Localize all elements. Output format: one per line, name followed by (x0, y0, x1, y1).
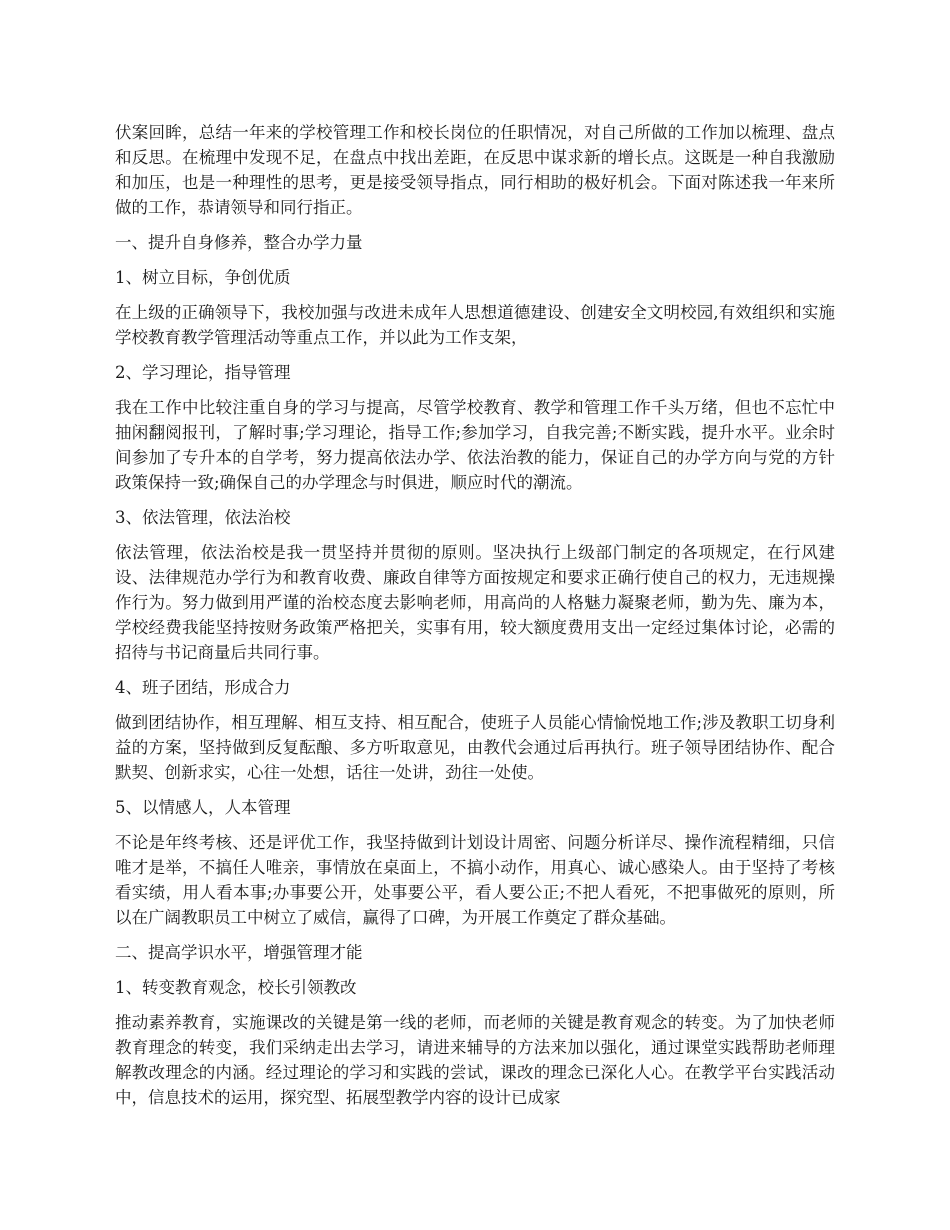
paragraph-1-5: 不论是年终考核、还是评优工作，我坚持做到计划设计周密、问题分析详尽、操作流程精细，只信唯才是举，不搞任人唯亲，事情放在桌面上，不搞小动作，用真心、诚心感染人。由于坚持了考核看实绩，用人看本事;办事要公开，处事要公平，看人要公正;不把人看死，不把事做死的原则，所以在广阔教职员工中树立了威信，赢得了口碑，为开展工作奠定了群众基础。 (115, 833, 835, 927)
paragraph-2-1: 推动素养教育，实施课改的关键是第一线的老师，而老师的关键是教育观念的转变。为了加快老师教育理念的转变，我们采纳走出去学习，请进来辅导的方法来加以强化，通过课堂实践帮助老师理解教改理念的内涵。经过理论的学习和实践的尝试，课改的理念已深化人心。在教学平台实践活动中，信息技术的运用，探究型、拓展型教学内容的设计已成家 (115, 1013, 835, 1107)
subheading-1-2: 2、学习理论，指导管理 (115, 363, 291, 382)
paragraph-1-2: 我在工作中比较注重自身的学习与提高，尽管学校教育、教学和管理工作千头万绪，但也不忘忙中抽闲翻阅报刊，了解时事;学习理论，指导工作;参加学习，自我完善;不断实践，提升水平。业余时间参加了专升本的自学考，努力提高依法办学、依法治教的能力，保证自己的办学方向与党的方针政策保持一致;确保自己的办学理念与时俱进，顺应时代的潮流。 (115, 398, 835, 492)
subheading-2-1: 1、转变教育观念，校长引领教改 (115, 978, 357, 997)
subheading-1-1: 1、树立目标，争创优质 (115, 268, 291, 287)
subheading-1-5: 5、以情感人，人本管理 (115, 798, 291, 817)
subheading-1-3: 3、依法管理，依法治校 (115, 508, 291, 527)
paragraph-1-4: 做到团结协作，相互理解、相互支持、相互配合，使班子人员能心情愉悦地工作;涉及教职工切身利益的方案，坚持做到反复酝酿、多方听取意见，由教代会通过后再执行。班子领导团结协作、配合默契、创新求实，心往一处想，话往一处讲，劲往一处使。 (115, 713, 835, 782)
subheading-1-4: 4、班子团结，形成合力 (115, 678, 291, 697)
document-page (115, 120, 835, 1120)
section-heading-2: 二、提高学识水平，增强管理才能 (115, 943, 363, 962)
paragraph-1-1: 在上级的正确领导下，我校加强与改进未成年人思想道德建设、创建安全文明校园,有效组织和实施学校教育教学管理活动等重点工作，并以此为工作支架， (115, 303, 835, 347)
section-heading-1: 一、提升自身修养，整合办学力量 (115, 233, 363, 252)
paragraph-intro: 伏案回眸，总结一年来的学校管理工作和校长岗位的任职情况，对自己所做的工作加以梳理、盘点和反思。在梳理中发现不足，在盘点中找出差距，在反思中谋求新的增长点。这既是一种自我激励和加压，也是一种理性的思考，更是接受领导指点，同行相助的极好机会。下面对陈述我一年来所做的工作，恭请领导和同行指正。 (115, 123, 835, 217)
paragraph-1-3: 依法管理，依法治校是我一贯坚持并贯彻的原则。坚决执行上级部门制定的各项规定，在行风建设、法律规范办学行为和教育收费、廉政自律等方面按规定和要求正确行使自己的权力，无违规操作行为。努力做到用严谨的治校态度去影响老师，用高尚的人格魅力凝聚老师，勤为先、廉为本，学校经费我能坚持按财务政策严格把关，实事有用，较大额度费用支出一定经过集体讨论，必需的招待与书记商量后共同行事。 (115, 543, 835, 662)
